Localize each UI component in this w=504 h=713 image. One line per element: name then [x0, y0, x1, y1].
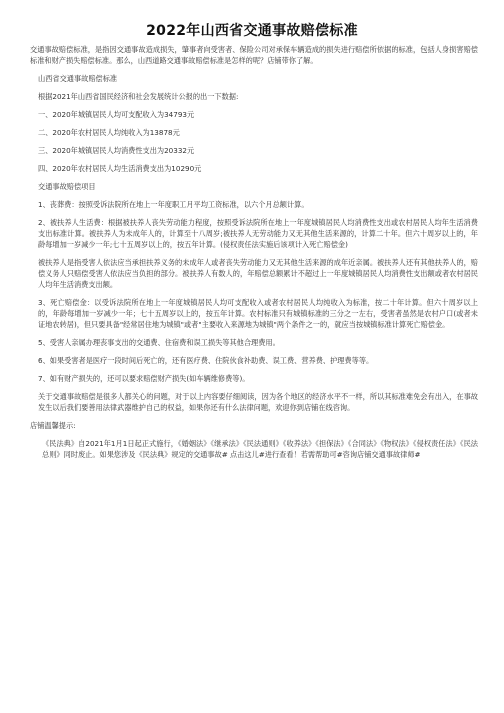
item-paragraph: 1、丧葬费：按照受诉法院所在地上一年度职工月平均工资标准，以六个月总额计算。 [38, 200, 309, 209]
item-paragraph: 6、如果受害者是医疗一段时间后死亡的，还有医疗费、住院伙食补助费、误工费、营养费、护理费等等。 [38, 356, 374, 365]
tips-heading: 店铺温馨提示: [30, 421, 76, 430]
stat-item: 四、2020年农村居民人均生活消费支出为10290元 [38, 164, 202, 173]
closing-paragraph: 关于交通事故赔偿是很多人都关心的问题，对于以上内容要仔细阅读，因为各个地区的经济水平不一样，所以其标准难免会有出入，在事故发生以后我们要善用法律武器维护自己的权益，如果你还有什么法律问题，欢迎你到店铺在线咨询。 [38, 392, 478, 412]
item-paragraph: 3、死亡赔偿金：以受诉法院所在地上一年度城镇居民人均可支配收入或者农村居民人均纯收入为标准，按二十年计算。但六十周岁以上的，年龄每增加一岁减少一年；七十五周岁以上的，按五年计算。农村标准只有城镇标准的三分之一左右，受害者虽然是农村户口(或者未证地农转居)，但只要具备"经常居住地为城镇"或者"主要收入来源地为城镇"两个条件之一的，就应当按城镇标准计算死亡赔偿金。 [38, 298, 478, 329]
stat-item: 三、2020年城镇居民人均消费性支出为20332元 [38, 146, 195, 155]
item-paragraph: 被扶养人是指受害人依法应当承担扶养义务的未成年人或者丧失劳动能力又无其他生活来源的成年近亲属。被扶养人还有其他扶养人的，赔偿义务人只赔偿受害人依法应当负担的部分。被扶养人有数人的，年赔偿总额累计不超过上一年度城镇居民人均消费性支出额或者农村居民人均年生活消费支出额。 [38, 258, 478, 289]
section-heading-items: 交通事故赔偿项目 [38, 182, 96, 191]
item-paragraph: 5、受害人亲属办理丧事支出的交通费、住宿费和误工损失等其他合理费用。 [38, 338, 280, 347]
page-title: 2022年山西省交通事故赔偿标准 [146, 23, 358, 39]
intro-paragraph: 交通事故赔偿标准，是指因交通事故造成损失，肇事者向受害者、保险公司对承保车辆造成的损失进行赔偿所依据的标准，包括人身损害赔偿标准和财产损失赔偿标准。那么，山西道路交通事故赔偿标准是怎样的呢？店铺带你了解。 [30, 45, 478, 65]
basis-paragraph: 根据2021年山西省国民经济和社会发展统计公报的出一下数据: [38, 92, 239, 101]
stat-item: 二、2020年农村居民人均纯收入为13878元 [38, 128, 180, 137]
stat-item: 一、2020年城镇居民人均可支配收入为34793元 [38, 110, 195, 119]
section-heading-standard: 山西省交通事故赔偿标准 [38, 74, 118, 83]
item-paragraph: 2、被扶养人生活费：根据被扶养人丧失劳动能力程度，按照受诉法院所在地上一年度城镇居民人均消费性支出或农村居民人均年生活消费支出标准计算。被扶养人为未成年人的，计算至十八周岁;被扶养人无劳动能力又无其他生活来源的，计算二十年。但六十周岁以上的，年龄每增加一岁减少一年;七十五周岁以上的，按五年计算。(侵权责任法实施后该项计入死亡赔偿金) [38, 218, 478, 249]
item-paragraph: 7、如有财产损失的，还可以要求赔偿财产损失(如车辆维修费等)。 [38, 374, 250, 383]
tips-text: 《民法典》自2021年1月1日起正式施行，《婚姻法》《继承法》《民法通则》《收养法》《担保法》《合同法》《物权法》《侵权责任法》《民法总则》同时废止。如果您涉及《民法典》规定的交通事故# 点击这儿#进行查看！若需帮助可#咨询店铺交通事故律师# [42, 439, 478, 459]
article-body [30, 44, 478, 467]
